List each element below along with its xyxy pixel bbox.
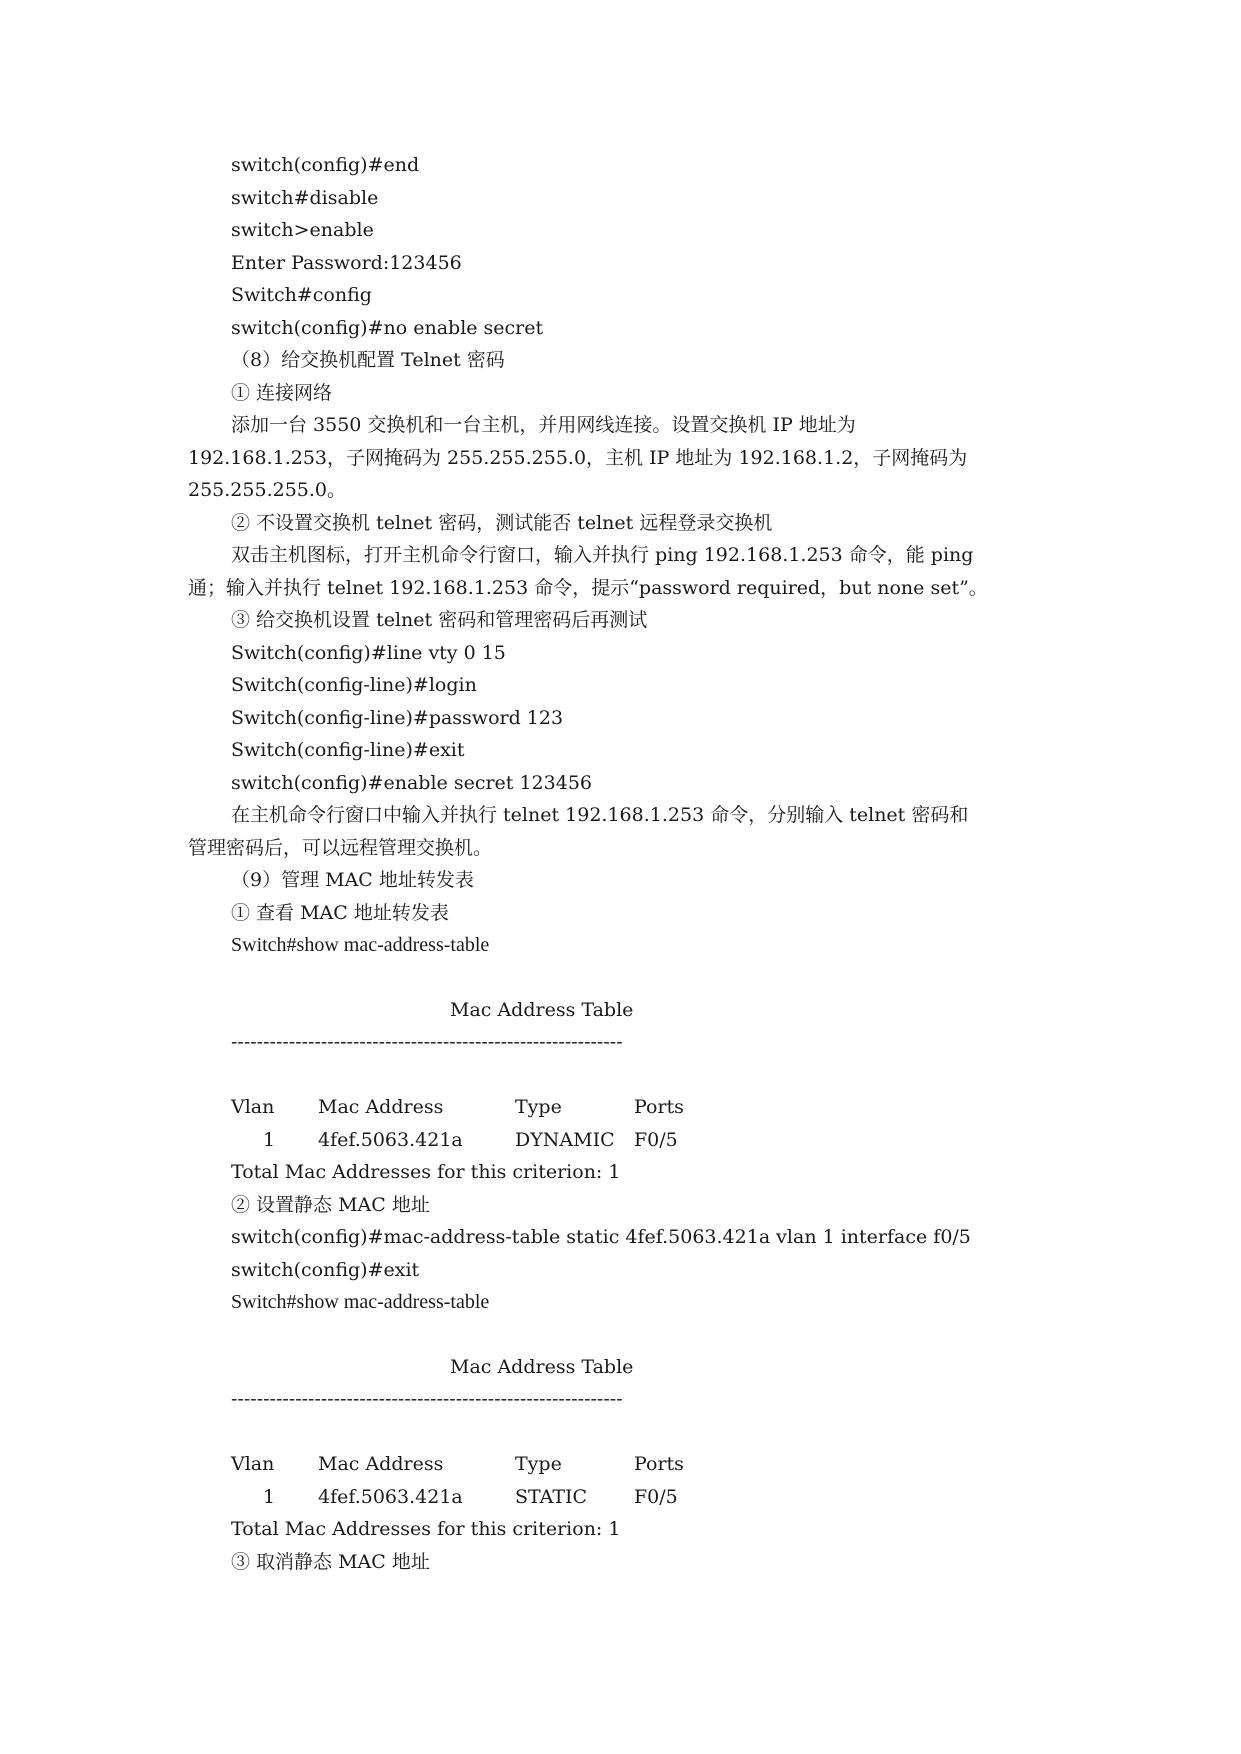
step-connect-network: ① 连接网络 (231, 382, 333, 404)
step-test-telnet: ② 不设置交换机 telnet 密码，测试能否 telnet 远程登录交换机 (231, 512, 773, 534)
cmd-enable: switch>enable (231, 219, 374, 241)
paragraph-line: 255.255.255.0。 (188, 479, 347, 501)
cell-vlan: 1 (263, 1129, 276, 1151)
mac-table-header (231, 1095, 831, 1119)
paragraph-line: 添加一台 3550 交换机和一台主机，并用网线连接。设置交换机 IP 地址为 (231, 414, 856, 436)
column-header-ports: Ports (634, 1096, 684, 1118)
cell-ports: F0/5 (634, 1486, 678, 1508)
cell-mac-address: 4fef.5063.421a (318, 1129, 463, 1151)
cmd-no-enable-secret: switch(config)#no enable secret (231, 317, 544, 339)
step-remove-static-mac: ③ 取消静态 MAC 地址 (231, 1551, 430, 1573)
column-header-type: Type (515, 1453, 562, 1475)
column-header-type: Type (515, 1096, 562, 1118)
paragraph-line: 192.168.1.253，子网掩码为 255.255.255.0，主机 IP 地址为 192.168.1.2，子网掩码为 (188, 447, 968, 469)
section-heading-9: （9）管理 MAC 地址转发表 (231, 869, 474, 891)
paragraph-line: 管理密码后，可以远程管理交换机。 (188, 837, 493, 859)
column-header-mac-address: Mac Address (318, 1096, 444, 1118)
cmd-config-end: switch(config)#end (231, 154, 420, 176)
cell-mac-address: 4fef.5063.421a (318, 1486, 463, 1508)
cell-vlan: 1 (263, 1486, 276, 1508)
cmd-disable: switch#disable (231, 187, 379, 209)
cmd-show-mac-table: Switch#show mac-address-table (231, 934, 490, 956)
cmd-password: Switch(config-line)#password 123 (231, 707, 564, 729)
cmd-enable-secret: switch(config)#enable secret 123456 (231, 772, 592, 794)
column-header-ports: Ports (634, 1453, 684, 1475)
table-row (231, 1128, 831, 1152)
cmd-mac-static: switch(config)#mac-address-table static 4fef.5063.421a vlan 1 interface f0/5 (231, 1226, 971, 1248)
mac-table-title: Mac Address Table (450, 1356, 634, 1378)
mac-table-title: Mac Address Table (450, 999, 634, 1021)
step-set-static-mac: ② 设置静态 MAC 地址 (231, 1194, 430, 1216)
mac-table-header (231, 1452, 831, 1476)
column-header-mac-address: Mac Address (318, 1453, 444, 1475)
cmd-config: Switch#config (231, 284, 372, 306)
total-mac-addresses: Total Mac Addresses for this criterion: 1 (231, 1518, 621, 1540)
cmd-login: Switch(config-line)#login (231, 674, 477, 696)
cmd-show-mac-table: Switch#show mac-address-table (231, 1291, 490, 1313)
cmd-line-vty: Switch(config)#line vty 0 15 (231, 642, 506, 664)
paragraph-line: 通；输入并执行 telnet 192.168.1.253 命令，提示“password required，but none set”。 (188, 577, 988, 599)
mac-table-divider: ------------------------------------------------------------- (231, 1388, 623, 1410)
cell-type: STATIC (515, 1486, 588, 1508)
section-heading-8: （8）给交换机配置 Telnet 密码 (231, 349, 505, 371)
cell-ports: F0/5 (634, 1129, 678, 1151)
column-header-vlan: Vlan (231, 1096, 275, 1118)
step-set-passwords: ③ 给交换机设置 telnet 密码和管理密码后再测试 (231, 609, 648, 631)
table-row (231, 1485, 831, 1509)
column-header-vlan: Vlan (231, 1453, 275, 1475)
paragraph-line: 双击主机图标，打开主机命令行窗口，输入并执行 ping 192.168.1.253 命令，能 ping (231, 544, 974, 566)
enter-password-line: Enter Password:123456 (231, 252, 462, 274)
step-view-mac-table: ① 查看 MAC 地址转发表 (231, 902, 449, 924)
mac-table-divider: ------------------------------------------------------------- (231, 1031, 623, 1053)
paragraph-line: 在主机命令行窗口中输入并执行 telnet 192.168.1.253 命令，分别输入 telnet 密码和 (231, 804, 969, 826)
cmd-exit: Switch(config-line)#exit (231, 739, 465, 761)
cmd-exit: switch(config)#exit (231, 1259, 420, 1281)
cell-type: DYNAMIC (515, 1129, 615, 1151)
total-mac-addresses: Total Mac Addresses for this criterion: 1 (231, 1161, 621, 1183)
